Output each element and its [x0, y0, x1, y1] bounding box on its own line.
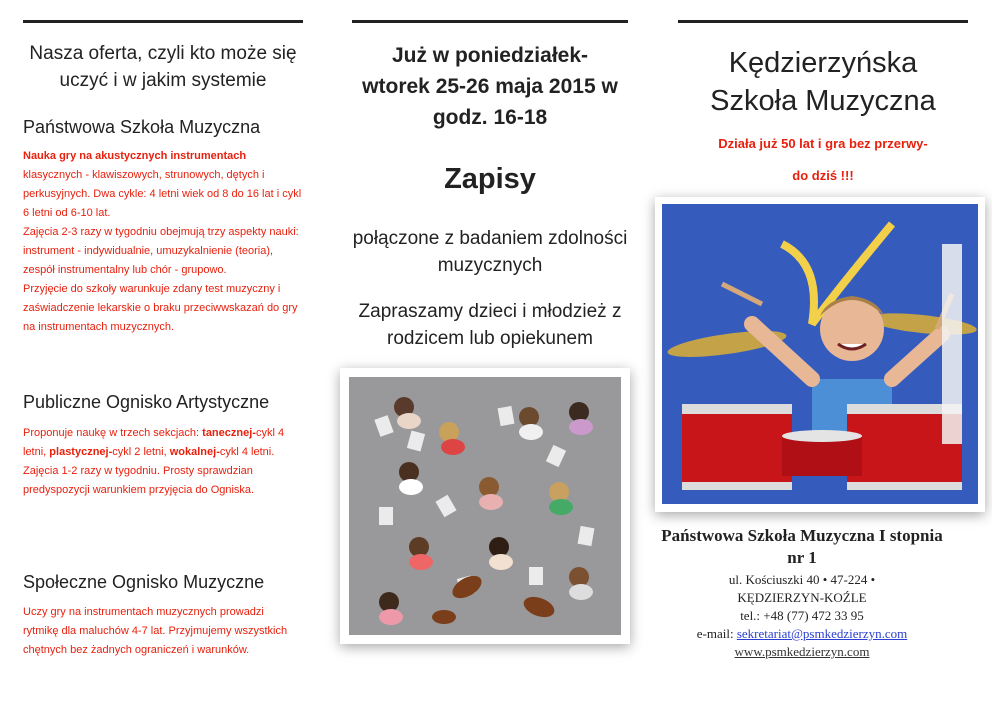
- top-rule-right: [678, 20, 968, 23]
- enrollment-date: Już w poniedziałek-wtorek 25-26 maja 2015 w godz. 16-18: [362, 44, 618, 129]
- orchestra-photo: [340, 368, 630, 644]
- website-link[interactable]: www.psmkedzierzyn.com: [734, 644, 870, 659]
- address-line-2: KĘDZIERZYN-KOŹLE: [737, 590, 867, 605]
- school-title: Kędzierzyńska Szkoła Muzyczna: [710, 47, 936, 117]
- invitation-text: Zapraszamy dzieci i młodzież z rodzicem lub opiekunem: [358, 301, 622, 349]
- art-center-description: Proponuje naukę w trzech sekcjach: tanecznej-cykl 4 letni, plastycznej-cykl 2 letni, wokalnej-cykl 4 letni. Zajęcia 1-2 razy w tygodniu. Prosty sprawdzian predyspozycji warunkiem przyjęcia do Ogniska.: [23, 427, 285, 496]
- website-line: [652, 643, 952, 661]
- enrollment-subtitle: połączone z badaniem zdolności muzycznych: [352, 228, 628, 276]
- email-link[interactable]: sekretariat@psmkedzierzyn.com: [736, 626, 908, 641]
- section-title-music-center: Społeczne Ognisko Muzyczne: [23, 572, 265, 592]
- tagline-line-2: do dziś !!!: [792, 168, 854, 183]
- tagline-line-1: Działa już 50 lat i gra bez przerwy-: [718, 136, 928, 151]
- phone-number: tel.: +48 (77) 472 33 95: [740, 608, 864, 623]
- school-name: Państwowa Szkoła Muzyczna I stopnia nr 1: [661, 526, 943, 567]
- music-center-description: Uczy gry na instrumentach muzycznych prowadzi rytmikę dla maluchów 4-7 lat. Przyjmujemy wszystkich chętnych bez żadnych ograniczeń i warunków.: [23, 606, 288, 656]
- top-rule-left: [23, 20, 303, 23]
- drummer-photo: [655, 197, 985, 512]
- section-title-art-center: Publiczne Ognisko Artystyczne: [23, 392, 270, 412]
- top-rule-middle: [352, 20, 628, 23]
- offer-intro: Nasza oferta, czyli kto może się uczyć i w jakim systemie: [29, 43, 297, 91]
- state-school-description: Nauka gry na akustycznych instrumentach klasycznych - klawiszowych, strunowych, dętych i perkusyjnych. Dwa cykle: 4 letni wiek od 8 do 16 lat i cykl 6 letni od 6-10 lat. Zajęcia 2-3 razy w tygodniu obejmują trzy aspekty nauki: instrument - indywidualnie, umuzykalnienie (teoria), zespół instrumentalny lub chór - grupowo. Przyjęcie do szkoły warunkuje zdany test muzyczny i zaświadczenie lekarskie o braku przeciwwskazań do gry na instrumentach muzycznych.: [23, 150, 302, 333]
- drummer-image: [662, 204, 978, 504]
- section-title-state-school: Państwowa Szkoła Muzyczna: [23, 117, 261, 137]
- contact-block: [652, 525, 952, 661]
- enrollment-heading: Zapisy: [444, 163, 536, 195]
- address-line-1: ul. Kościuszki 40 • 47-224 •: [728, 572, 876, 587]
- email-line: e-mail: sekretariat@psmkedzierzyn.com: [696, 626, 908, 641]
- orchestra-image: [349, 377, 621, 635]
